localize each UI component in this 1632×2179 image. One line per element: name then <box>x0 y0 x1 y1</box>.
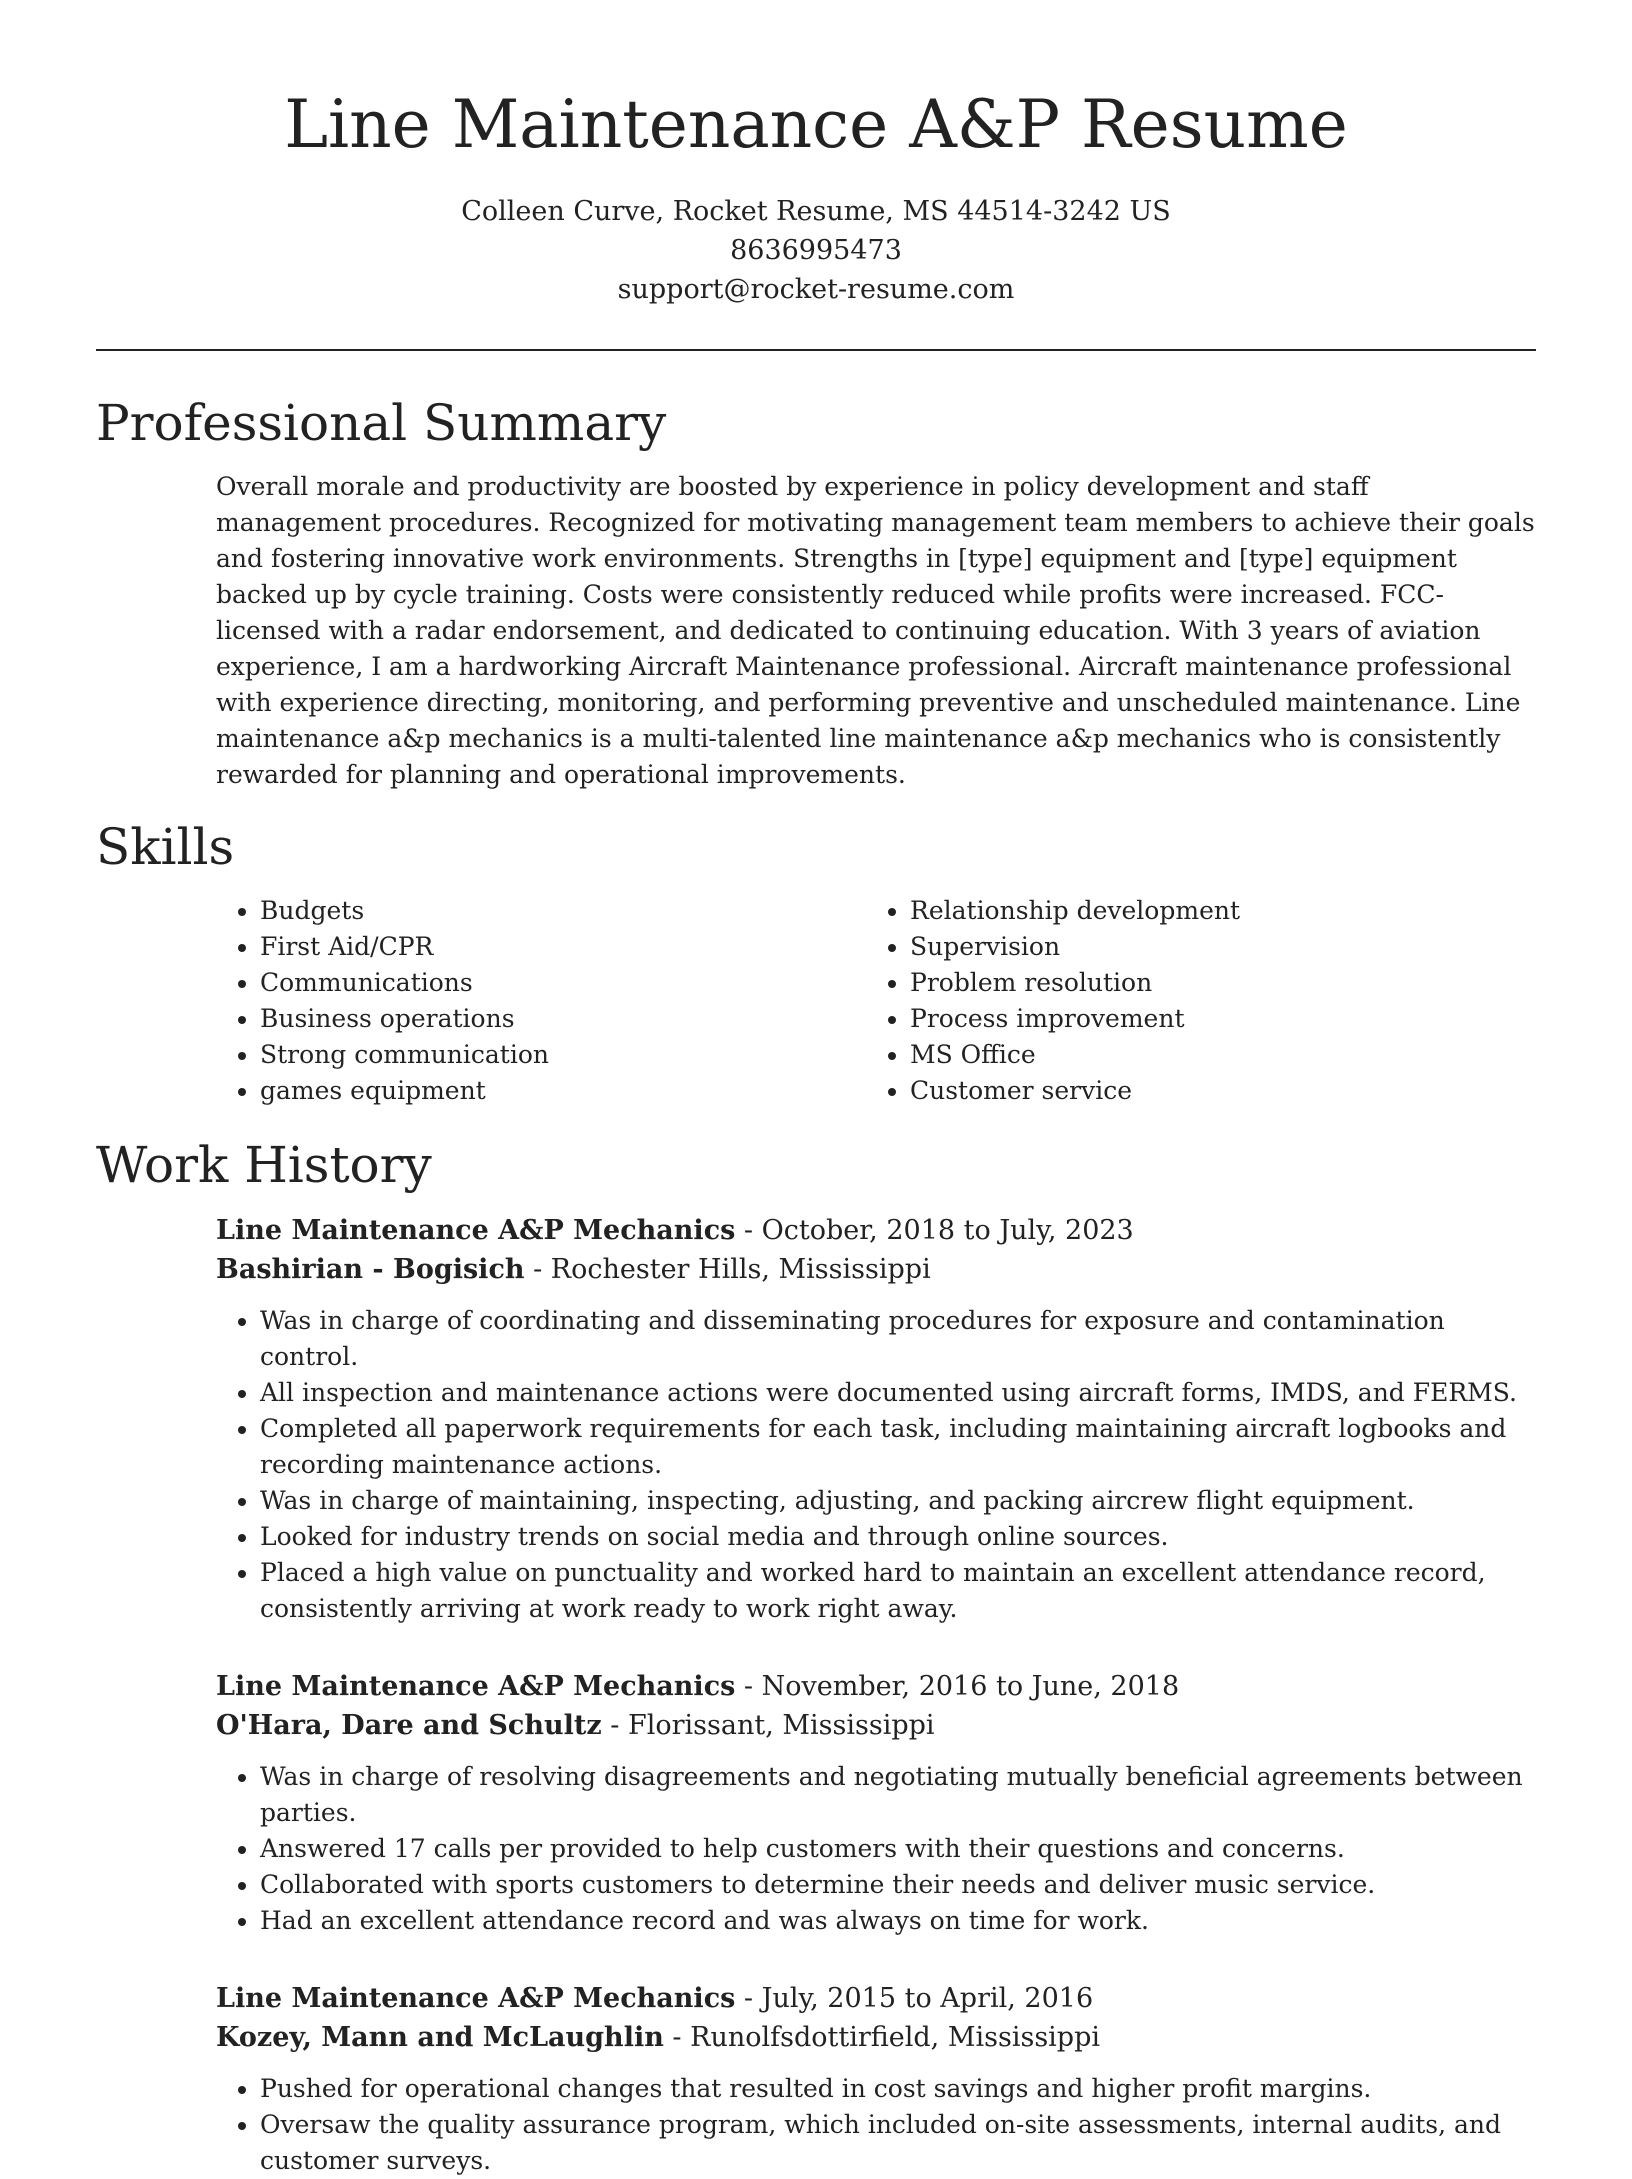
job-entry <box>216 1979 1536 2179</box>
skill-item: • MS Office <box>910 1037 1516 1073</box>
job-company-line <box>216 1250 1536 1289</box>
skill-item: • Relationship development <box>910 893 1516 929</box>
job-title-line <box>216 1211 1536 1250</box>
skill-item: • First Aid/CPR <box>260 929 866 965</box>
contact-email: support@rocket-resume.com <box>617 274 1015 305</box>
job-company-line <box>216 1706 1536 1745</box>
job-bullet: • Was in charge of maintaining, inspecting, adjusting, and packing aircrew flight equipment. <box>260 1483 1536 1519</box>
job-dates: - November, 2016 to June, 2018 <box>735 1671 1180 1702</box>
job-bullet: • Oversaw the quality assurance program, which included on-site assessments, internal audits, and customer surveys. <box>260 2107 1536 2179</box>
job-bullet: • Completed all paperwork requirements for each task, including maintaining aircraft logbooks and recording maintenance actions. <box>260 1411 1536 1483</box>
skill-item: • Customer service <box>910 1073 1516 1109</box>
job-location: - Florissant, Mississippi <box>601 1710 935 1741</box>
contact-address: Colleen Curve, Rocket Resume, MS 44514-3242 US <box>461 196 1171 227</box>
resume-title: Line Maintenance A&P Resume <box>284 86 1348 163</box>
contact-block <box>96 192 1536 309</box>
work-history-heading: Work History <box>96 1136 432 1194</box>
job-bullet: • Looked for industry trends on social media and through online sources. <box>260 1519 1536 1555</box>
job-title: Line Maintenance A&P Mechanics <box>216 1671 736 1702</box>
contact-phone: 8636995473 <box>730 235 902 266</box>
skills-list <box>216 893 1536 1109</box>
job-dates: - July, 2015 to April, 2016 <box>735 1983 1094 2014</box>
job-title: Line Maintenance A&P Mechanics <box>216 1215 736 1246</box>
job-dates: - October, 2018 to July, 2023 <box>735 1215 1134 1246</box>
skill-item: • Business operations <box>260 1001 866 1037</box>
job-bullet: • Was in charge of coordinating and disseminating procedures for exposure and contamination control. <box>260 1303 1536 1375</box>
job-company: Bashirian - Bogisich <box>216 1254 525 1285</box>
skill-item: • Communications <box>260 965 866 1001</box>
job-location: - Rochester Hills, Mississippi <box>524 1254 931 1285</box>
job-title-line <box>216 1979 1536 2018</box>
job-entry <box>216 1667 1536 1939</box>
job-bullet: • Collaborated with sports customers to determine their needs and deliver music service. <box>260 1867 1536 1903</box>
job-bullets <box>216 1759 1536 1939</box>
skill-item: • Budgets <box>260 893 866 929</box>
job-company: Kozey, Mann and McLaughlin <box>216 2022 664 2053</box>
job-bullet: • Pushed for operational changes that resulted in cost savings and higher profit margins. <box>260 2071 1536 2107</box>
header-divider <box>96 349 1536 351</box>
job-bullet: • Answered 17 calls per provided to help customers with their questions and concerns. <box>260 1831 1536 1867</box>
skill-item: • Strong communication <box>260 1037 866 1073</box>
skill-item: • Supervision <box>910 929 1516 965</box>
resume-page <box>96 0 1536 2179</box>
skill-item: • Process improvement <box>910 1001 1516 1037</box>
skills-heading: Skills <box>96 818 235 876</box>
job-location: - Runolfsdottirfield, Mississippi <box>663 2022 1101 2053</box>
skill-item: • games equipment <box>260 1073 866 1109</box>
skills-column-right <box>866 893 1516 1109</box>
summary-text: Overall morale and productivity are boosted by experience in policy development and staff management procedures. Recognized for motivating management team members to achieve their goals and fostering innovative work environments. Strengths in [type] equipment and [type] equipment backed up by cycle training. Costs were consistently reduced while profits were increased. FCC-licensed with a radar endorsement, and dedicated to continuing education. With 3 years of aviation experience, I am a hardworking Aircraft Maintenance professional. Aircraft maintenance professional with experience directing, monitoring, and performing preventive and unscheduled maintenance. Line maintenance a&p mechanics is a multi-talented line maintenance a&p mechanics who is consistently rewarded for planning and operational improvements. <box>216 472 1535 789</box>
job-title: Line Maintenance A&P Mechanics <box>216 1983 736 2014</box>
job-bullet: • All inspection and maintenance actions were documented using aircraft forms, IMDS, and FERMS. <box>260 1375 1536 1411</box>
job-company: O'Hara, Dare and Schultz <box>216 1710 602 1741</box>
job-bullets <box>216 2071 1536 2179</box>
skill-item: • Problem resolution <box>910 965 1516 1001</box>
job-title-line <box>216 1667 1536 1706</box>
skills-column-left <box>216 893 866 1109</box>
job-entry <box>216 1211 1536 1627</box>
summary-heading: Professional Summary <box>96 394 667 452</box>
job-bullet: • Placed a high value on punctuality and worked hard to maintain an excellent attendance record, consistently arriving at work ready to work right away. <box>260 1555 1536 1627</box>
job-bullets <box>216 1303 1536 1627</box>
job-bullet: • Had an excellent attendance record and was always on time for work. <box>260 1903 1536 1939</box>
job-company-line <box>216 2018 1536 2057</box>
job-bullet: • Was in charge of resolving disagreements and negotiating mutually beneficial agreements between parties. <box>260 1759 1536 1831</box>
